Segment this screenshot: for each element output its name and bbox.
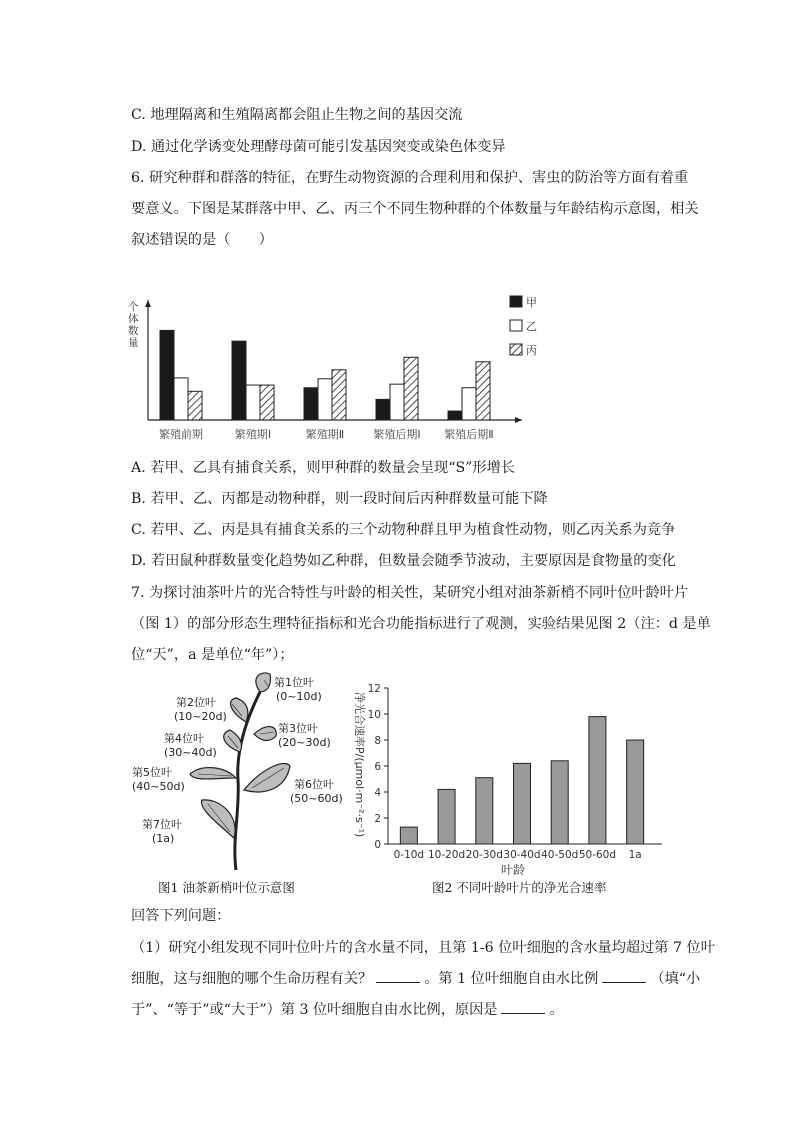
y-tick-label-0: 0 — [374, 839, 381, 851]
x-axis-arrow — [515, 417, 522, 423]
bar-甲-1 — [232, 341, 246, 420]
bar-乙-1 — [246, 385, 260, 420]
q7-sub1-line2-a: 细胞，这与细胞的哪个生命历程有关？ — [131, 971, 373, 987]
x-tick-0: 0-10d — [393, 849, 425, 861]
q7-sub1-line2-c: （填“小 — [650, 971, 701, 987]
y-axis-label-char: 量 — [128, 337, 139, 349]
q6-stem-line1: 6. 研究种群和群落的特征，在野生动物资源的合理利用和保护、害虫的防治等方面有着重 — [131, 170, 689, 186]
bar-4 — [551, 761, 568, 844]
leaf-2-age: (10~20d) — [174, 710, 227, 723]
x-tick-3: 30-40d — [503, 849, 541, 861]
x-tick-0: 繁殖前期 — [159, 428, 203, 441]
legend-swatch-1 — [510, 320, 522, 331]
y-axis-label: 净光合速率P/(μmol·m⁻²·s⁻¹) — [353, 692, 366, 838]
figure2-caption: 图2 不同叶龄叶片的净光合速率 — [432, 880, 607, 895]
x-tick-6: 1a — [628, 849, 642, 861]
legend-label-0: 甲 — [526, 296, 537, 309]
answer-blank-3[interactable] — [501, 999, 545, 1014]
q6-stem-line3: 叙述错误的是（ ） — [131, 232, 273, 248]
leaf-3-label: 第3位叶 — [278, 722, 318, 735]
bar-乙-0 — [174, 378, 188, 420]
leaf-2-label: 第2位叶 — [176, 696, 216, 709]
age-structure-chart — [118, 288, 537, 448]
q7-stem-line3: 位“天”，a 是单位“年”）； — [131, 647, 294, 663]
figure1-caption: 图1 油茶新梢叶位示意图 — [158, 880, 295, 895]
q6-option-a: A. 若甲、乙具有捕食关系，则甲种群的数量会呈现“S”形增长 — [131, 460, 515, 476]
y-tick-label-2: 4 — [374, 787, 381, 799]
x-tick-4: 40-50d — [541, 849, 579, 861]
bar-乙-2 — [318, 379, 332, 420]
q7-sub1-line2 — [131, 968, 700, 988]
q7-sub1-line3 — [131, 999, 564, 1019]
q5-option-c: C. 地理隔离和生殖隔离都会阻止生物之间的基因交流 — [131, 107, 463, 123]
leaf-4-label: 第4位叶 — [164, 732, 204, 745]
q6-stem-line2: 要意义。下图是某群落中甲、乙、丙三个不同生物种群的个体数量与年龄结构示意图，相关 — [131, 201, 699, 217]
bar-丙-1 — [260, 385, 274, 420]
bar-甲-0 — [160, 330, 174, 420]
bar-5 — [589, 717, 606, 844]
bar-丙-0 — [188, 391, 202, 420]
bar-丙-3 — [404, 357, 418, 420]
x-tick-2: 繁殖期Ⅱ — [305, 428, 345, 441]
q5-option-d: D. 通过化学诱变处理酵母菌可能引发基因突变或染色体变异 — [131, 139, 506, 155]
y-axis-arrow — [145, 300, 151, 307]
leaf-7-label: 第7位叶 — [142, 818, 182, 831]
x-tick-1: 繁殖期Ⅰ — [234, 428, 272, 441]
bar-乙-4 — [462, 388, 476, 420]
legend-swatch-2 — [510, 344, 522, 355]
y-axis-label-char: 数 — [128, 325, 139, 337]
q6-option-d: D. 若田鼠种群数量变化趋势如乙种群，但数量会随季节波动，主要原因是食物量的变化 — [131, 553, 676, 569]
bar-0 — [400, 827, 417, 844]
leaf-5-label: 第5位叶 — [132, 766, 172, 779]
bar-丙-4 — [476, 362, 490, 420]
bar-乙-3 — [390, 384, 404, 420]
x-tick-2: 20-30d — [465, 849, 503, 861]
q7-sub1-line3-b: 。 — [549, 1002, 564, 1018]
net-photosynthesis-chart — [340, 676, 670, 876]
answer-blank-1[interactable] — [376, 968, 420, 983]
y-tick-label-6: 12 — [367, 683, 381, 695]
bar-甲-3 — [376, 399, 390, 420]
q7-sub1-line2-b: 。第 1 位叶细胞自由水比例 — [424, 971, 599, 987]
bar-丙-2 — [332, 370, 346, 420]
bar-1 — [438, 789, 455, 844]
y-tick-label-3: 6 — [374, 761, 381, 773]
answer-blank-2[interactable] — [602, 968, 646, 983]
bar-甲-2 — [304, 388, 318, 420]
leaf-1-label: 第1位叶 — [274, 676, 314, 689]
leaf-1-age: (0~10d) — [276, 690, 322, 703]
y-axis-label-char: 体 — [128, 313, 139, 325]
y-tick-label-1: 2 — [374, 813, 381, 825]
x-axis-label: 叶龄 — [500, 863, 526, 877]
legend-label-2: 丙 — [526, 344, 537, 357]
bar-6 — [627, 740, 644, 844]
y-tick-label-5: 10 — [367, 709, 381, 721]
x-tick-3: 繁殖后期Ⅰ — [373, 428, 421, 441]
bar-甲-4 — [448, 411, 462, 420]
legend-swatch-0 — [510, 296, 522, 307]
q7-stem-line1: 7. 为探讨油茶叶片的光合特性与叶龄的相关性，某研究小组对油茶新梢不同叶位叶龄叶片 — [131, 585, 689, 601]
q7-sub1-line3-a: 于”、“等于”或“大于”）第 3 位叶细胞自由水比例，原因是 — [131, 1002, 498, 1018]
legend-label-1: 乙 — [526, 320, 537, 333]
x-tick-4: 繁殖后期Ⅱ — [444, 428, 494, 441]
q6-option-b: B. 若甲、乙、丙都是动物种群，则一段时间后丙种群数量可能下降 — [131, 491, 548, 507]
bar-2 — [476, 778, 493, 844]
x-tick-1: 10-20d — [427, 849, 466, 861]
leaf-4-age: (30~40d) — [164, 746, 217, 759]
leaf-7-age: (1a) — [152, 832, 175, 845]
leaf-3-age: (20~30d) — [278, 736, 331, 749]
shoot-leaf-diagram — [128, 670, 343, 875]
leaf-6-label: 第6位叶 — [294, 778, 334, 791]
bar-3 — [514, 763, 531, 844]
y-axis-label-char: 个 — [128, 301, 139, 313]
x-tick-5: 50-60d — [578, 849, 617, 861]
q7-answer-intro: 回答下列问题： — [131, 908, 231, 924]
leaf-5-age: (40~50d) — [132, 780, 185, 793]
q6-option-c: C. 若甲、乙、丙是具有捕食关系的三个动物种群且甲为植食性动物，则乙丙关系为竞争 — [131, 522, 676, 538]
q7-sub1-line1: （1）研究小组发现不同叶位叶片的含水量不同，且第 1-6 位叶细胞的含水量均超过第 7 位叶 — [131, 940, 715, 956]
q7-stem-line2: （图 1）的部分形态生理特征指标和光合功能指标进行了观测，实验结果见图 2（注：d 是单 — [131, 616, 711, 632]
leaf-6-age: (50~60d) — [290, 792, 343, 805]
y-tick-label-4: 8 — [374, 735, 381, 747]
